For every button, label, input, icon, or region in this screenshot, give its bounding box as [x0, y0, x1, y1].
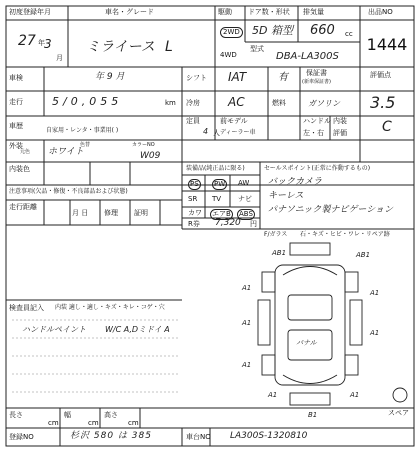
changed-label: 色替 — [80, 142, 91, 148]
equip-navi: ナビ — [238, 195, 252, 203]
usage-label: 車歴 — [9, 122, 23, 130]
interior-color-label: 内装色 — [9, 165, 30, 173]
score-value: 3.5 — [370, 93, 396, 112]
width-unit: cm — [88, 419, 99, 427]
handle-label: ハンドル — [303, 117, 331, 125]
interior-value: C — [382, 119, 392, 135]
sales-point-2: キーレス — [268, 191, 304, 201]
displacement-value: 660 — [310, 23, 335, 38]
exterior-value: ホワイト — [48, 147, 84, 157]
warranty-label: 保証書 — [306, 69, 327, 77]
drive-value: 2WD — [220, 27, 243, 38]
warranty-sub: (新車保証書) — [302, 79, 331, 85]
cc-unit: cc — [345, 30, 353, 38]
car-name-label: 車名・グレード — [105, 8, 154, 16]
model-value: DBA-LA300S — [276, 51, 339, 62]
model-label: 型式 — [250, 45, 264, 53]
equip-airbag: エアB — [212, 210, 231, 218]
equipment-label: 装備品(純正品に限る) — [186, 165, 245, 172]
last-model-sub: ディーラー車 — [220, 129, 256, 136]
shaken-value: 年 9 月 — [95, 72, 125, 82]
fuel-label: 燃料 — [272, 99, 286, 107]
shift-label: シフト — [186, 74, 207, 82]
month-unit: 月 — [56, 54, 63, 62]
equip-ps: PS — [190, 180, 199, 188]
aircon-label: 冷房 — [186, 99, 200, 107]
dmg-label-a1-6: A1 — [268, 391, 278, 399]
last-model-label: 前モデル — [220, 117, 248, 125]
dmg-label-ab1-left: AB1 — [272, 249, 287, 257]
grade-value: L — [165, 39, 173, 55]
score-label: 評価点 — [370, 71, 391, 79]
frame-value: LA300S-1320810 — [230, 431, 308, 441]
dmg-label-a1-5: A1 — [242, 361, 252, 369]
shaken-label: 車検 — [9, 74, 23, 82]
car-name-value: ミライース — [86, 39, 155, 55]
inspector-options: 内装 適し・適し・キズ・キレ・コゲ・穴 — [55, 304, 165, 311]
dmg-label-a1-1: A1 — [242, 284, 252, 292]
annotation-line-1: ハンドルペイント — [22, 325, 86, 334]
reg-no-label: 登録NO — [9, 433, 34, 441]
exterior-sub: 元色 — [20, 149, 31, 155]
sales-point-3: パナソニック製ナビゲーション — [268, 205, 394, 215]
fuel-value: ガソリン — [308, 99, 340, 108]
capacity-value: 4 — [203, 127, 209, 136]
lot-label: 出品NO — [368, 8, 393, 16]
equip-pw: PW — [214, 180, 226, 188]
frame-label: 車台NO — [186, 433, 211, 441]
inspector-label: 検査員記入 — [9, 304, 44, 312]
annotation-line-2: W/C A,Dミドイ A — [105, 325, 170, 334]
dmg-label-b1: B1 — [308, 411, 318, 419]
interior-label: 内装 — [333, 117, 347, 125]
first-reg-month: 3 — [44, 37, 52, 51]
mileage-label: 走行 — [9, 98, 23, 106]
remarks-label: 注意事項(欠品・修復・不良部品および状態) — [9, 188, 128, 195]
handle-sub: 左・右 — [303, 129, 324, 137]
height-label: 高さ — [104, 411, 118, 419]
history-repair: 修理 — [104, 209, 118, 217]
color-no-value: W09 — [140, 151, 161, 161]
first-reg-year: 27 — [18, 33, 36, 49]
history-proof: 証明 — [134, 209, 148, 217]
capacity-unit: 人 — [213, 129, 220, 137]
aircon-value: AC — [228, 95, 245, 109]
height-unit: cm — [128, 419, 139, 427]
displacement-label: 排気量 — [303, 8, 324, 16]
color-no-label: カラーNO — [132, 142, 155, 148]
exterior-label: 外装 — [9, 142, 23, 150]
drive-4wd: 4WD — [220, 51, 237, 59]
mileage-unit: km — [165, 99, 176, 107]
interior-sub: 評価 — [333, 129, 347, 137]
dmg-label-a1-3: A1 — [242, 319, 252, 327]
door-label: ドア数・形状 — [248, 8, 290, 16]
r-label: R券 — [188, 220, 200, 228]
first-reg-label: 初度登録年月 — [9, 8, 51, 16]
length-label: 長さ — [9, 411, 23, 419]
r-value: 7,320 — [215, 218, 241, 228]
shift-value: IAT — [228, 70, 247, 84]
equip-abs: ABS — [239, 210, 253, 218]
glass-checks: 石・キズ・ヒビ・ワレ・リペア跡 — [300, 231, 390, 238]
r-unit: 円 — [250, 220, 257, 228]
year-unit: 年 — [38, 39, 45, 47]
dmg-label-ab1-right: AB1 — [356, 251, 371, 259]
history-date: 月 日 — [72, 209, 89, 217]
lot-number: 1444 — [366, 34, 408, 54]
sales-point-1: バックカメラ — [268, 177, 323, 187]
sales-point-label: セールスポイント(正常に作動するもの) — [264, 165, 371, 172]
width-label: 幅 — [64, 411, 71, 419]
capacity-label: 定員 — [186, 117, 200, 125]
door-value: 5D 箱型 — [252, 24, 293, 37]
mileage-value: 5/0,055 — [52, 95, 123, 108]
dmg-label-a1-7: A1 — [350, 391, 360, 399]
equip-leather: カワ — [188, 209, 202, 217]
reg-no-value: 杉沢 580 は 385 — [70, 431, 152, 441]
equip-sr: SR — [188, 195, 198, 203]
history-label: 走行距離 — [9, 203, 37, 211]
drive-label: 駆動 — [218, 8, 232, 16]
warranty-value: 有 — [278, 72, 288, 83]
usage-sub: 自家用・レンタ・事業用( ) — [46, 127, 119, 134]
spare-label: スペア — [388, 409, 409, 417]
glass-label: F/ガラス — [264, 231, 288, 238]
equip-tv: TV — [212, 195, 222, 203]
equip-aw: AW — [238, 179, 250, 187]
dmg-label-a1-4: A1 — [370, 329, 380, 337]
dmg-label-center: パナル — [296, 339, 317, 347]
dmg-label-a1-2: A1 — [370, 289, 380, 297]
length-unit: cm — [48, 419, 59, 427]
